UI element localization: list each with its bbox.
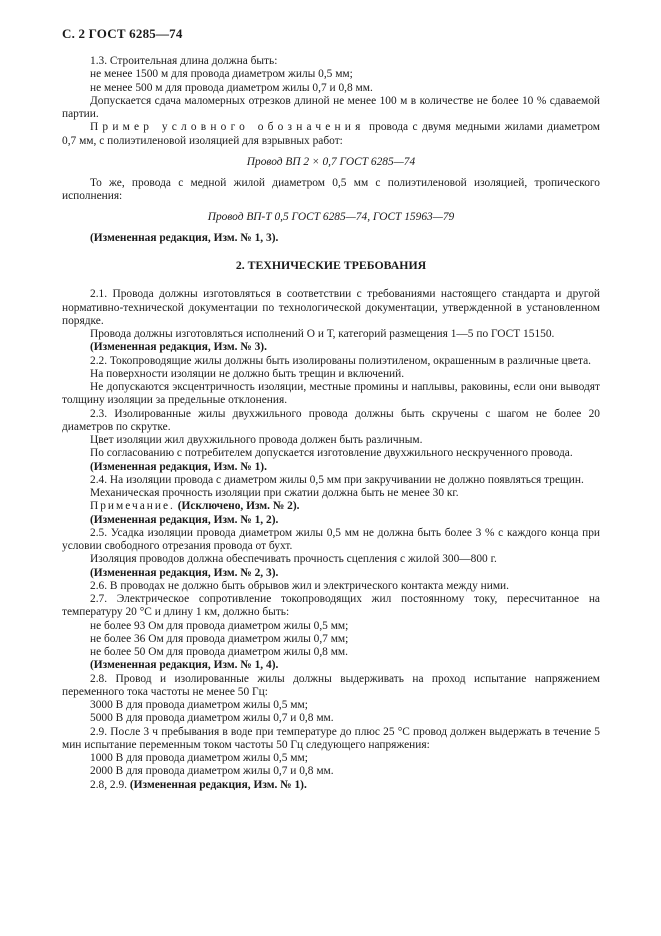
clause-2-9: 2.9. После 3 ч пребывания в воде при температуре до плюс 25 °С провод должен выдержать в течение 5 мин испытание переменным током частоты 50 Гц следующего напряжения: xyxy=(62,725,600,751)
amendment-note: (Измененная редакция, Изм. № 1). xyxy=(90,460,267,473)
clause-2-7: 2.7. Электрическое сопротивление токопроводящих жил постоянному току, пересчитанное на температуру 20 °С и длину 1 км, должно быть: xyxy=(62,593,600,619)
clause-2-2-text: На поверхности изоляции не должно быть трещин и включений. xyxy=(90,367,405,380)
example-label: Пример условного обозначения xyxy=(90,121,365,134)
clause-2-8-item: 3000 В для провода диаметром жилы 0,5 мм; xyxy=(90,699,308,711)
clause-2-3: 2.3. Изолированные жилы двухжильного провода должны быть скручены с шагом не более 20 диаметров по скрутке. xyxy=(62,407,600,433)
clause-2-4-text: Механическая прочность изоляции при сжатии должна быть не менее 30 кг. xyxy=(90,487,459,499)
clause-2-2: 2.2. Токопроводящие жилы должны быть изолированы полиэтиленом, окрашенным в различные цвета. xyxy=(90,354,592,367)
section-title: 2. ТЕХНИЧЕСКИЕ ТРЕБОВАНИЯ xyxy=(235,258,427,272)
amendment-note-final xyxy=(62,779,600,792)
page-header: С. 2 ГОСТ 6285—74 xyxy=(62,26,183,41)
clause-2-4: 2.4. На изоляции провода с диаметром жилы 0,5 мм при закручивании не должно появляться трещин. xyxy=(90,473,584,486)
clause-2-3-text: Цвет изоляции жил двухжильного провода должен быть различным. xyxy=(90,434,423,446)
note-label: Примечание. xyxy=(90,500,175,513)
clause-2-6: 2.6. В проводах не должно быть обрывов жил и электрического контакта между ними. xyxy=(90,579,509,592)
clause-1-3: 1.3. Строительная длина должна быть: xyxy=(90,55,278,67)
clause-2-3-text: По согласованию с потребителем допускается изготовление двухжильного нескрученного провода. xyxy=(90,447,573,460)
clause-2-1: 2.1. Провода должны изготовляться в соответствии с требованиями настоящего стандарта и другой нормативно-технической документации по технологической документации, утвержденной в установленном порядке. xyxy=(62,288,600,327)
clause-1-3-note: Допускается сдача маломерных отрезков длиной не менее 100 м в количестве не более 10 % сдаваемой партии. xyxy=(62,94,600,120)
amendment-note: (Измененная редакция, Изм. № 3). xyxy=(90,341,267,354)
clause-2-8-item: 5000 В для провода диаметром жилы 0,7 и 0,8 мм. xyxy=(90,712,334,725)
clause-2-8: 2.8. Провод и изолированные жилы должны выдерживать на проход испытание напряжением переменного тока частоты не менее 50 Гц: xyxy=(62,672,600,698)
amendment-note: (Измененная редакция, Изм. № 1, 4). xyxy=(90,659,279,672)
clause-1-3-item: не менее 1500 м для провода диаметром жилы 0,5 мм; xyxy=(90,68,353,81)
amendment-note: (Измененная редакция, Изм. № 2, 3). xyxy=(90,566,279,579)
amendment-note: (Измененная редакция, Изм. № 1, 2). xyxy=(90,513,279,526)
note-text: (Исключено, Изм. № 2). xyxy=(174,500,300,513)
designation-same: То же, провода с медной жилой диаметром 0,5 мм с полиэтиленовой изоляцией, тропического исполнения: xyxy=(62,177,600,203)
clause-2-7-item: не более 36 Ом для провода диаметром жилы 0,7 мм; xyxy=(90,632,349,645)
designation-example xyxy=(62,121,600,148)
document-body xyxy=(62,55,600,792)
clause-2-5-text: Изоляция проводов должна обеспечивать прочность сцепления с жилой 300—800 г. xyxy=(90,553,497,566)
designation-formula-1: Провод ВП 2 × 0,7 ГОСТ 6285—74 xyxy=(246,155,416,168)
amendment-note: (Измененная редакция, Изм. № 1, 3). xyxy=(90,231,279,244)
clause-2-1-text: Провода должны изготовляться исполнений О и Т, категорий размещения 1—5 по ГОСТ 15150. xyxy=(90,328,555,340)
clause-2-2-text: Не допускаются эксцентричность изоляции, местные промины и наплывы, раковины, если они выводят толщину изоляции за предельные отклонения. xyxy=(62,381,600,407)
designation-formula-2: Провод ВП-Т 0,5 ГОСТ 6285—74, ГОСТ 15963—79 xyxy=(207,210,455,223)
clause-1-3-item: не менее 500 м для провода диаметром жилы 0,7 и 0,8 мм. xyxy=(90,81,373,94)
clause-2-9-item: 2000 В для провода диаметром жилы 0,7 и 0,8 мм. xyxy=(90,765,334,778)
note xyxy=(62,500,600,513)
clause-2-7-item: не более 50 Ом для провода диаметром жилы 0,8 мм. xyxy=(90,646,348,658)
example-text: провода с двумя медными жилами диаметром 0,7 мм, с полиэтиленовой изоляцией для взрывных работ: xyxy=(62,121,600,147)
amendment-text: (Измененная редакция, Изм. № 1). xyxy=(129,778,307,791)
clause-2-5: 2.5. Усадка изоляции провода диаметром жилы 0,5 мм не должна быть более 3 % с каждого конца при условии свободного отрезания провода от бухт. xyxy=(62,526,600,552)
clause-refs: 2.8, 2.9. xyxy=(90,778,130,791)
clause-2-7-item: не более 93 Ом для провода диаметром жилы 0,5 мм; xyxy=(90,619,349,632)
clause-2-9-item: 1000 В для провода диаметром жилы 0,5 мм; xyxy=(90,752,308,764)
